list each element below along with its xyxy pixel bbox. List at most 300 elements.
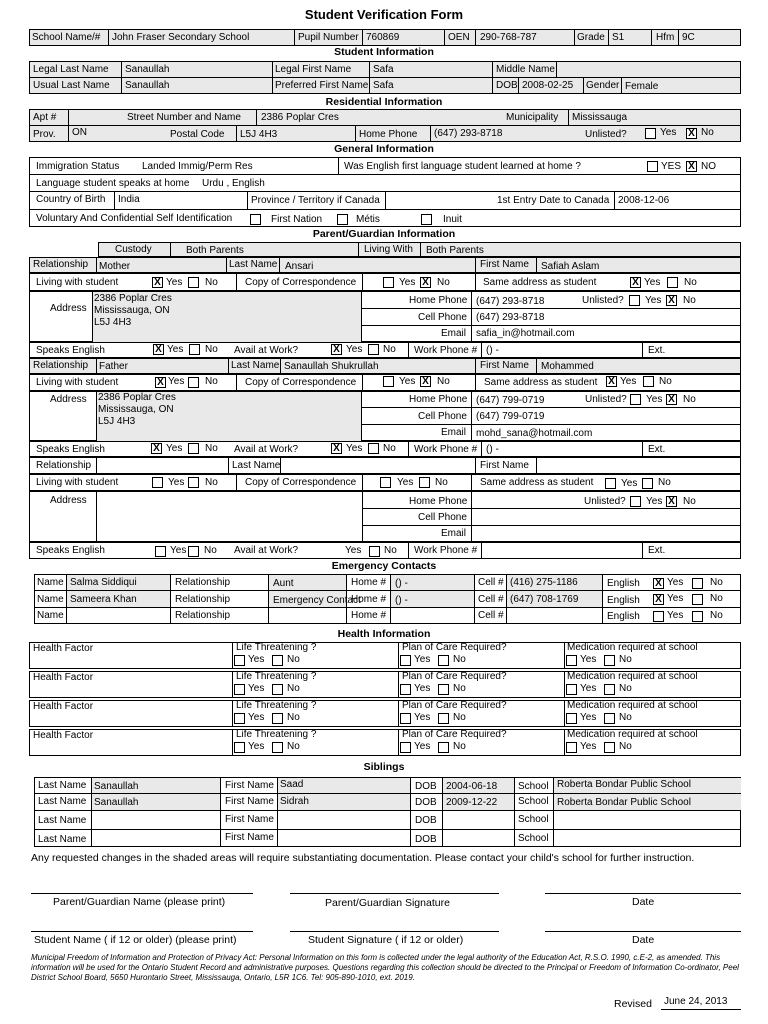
emergency-heading: Emergency Contacts — [331, 560, 437, 572]
apt-label: Apt # — [33, 112, 57, 123]
p2-living-yes-checkbox[interactable]: X — [155, 377, 166, 388]
p2-first-value: Mohammed — [541, 361, 594, 372]
p1-unlisted-yes-checkbox[interactable] — [629, 295, 640, 306]
p1-addr3: L5J 4H3 — [94, 317, 132, 328]
street-label: Street Number and Name — [127, 112, 241, 123]
c2-name-value: Sameera Khan — [70, 594, 137, 605]
health-factor-label-2: Health Factor — [33, 672, 94, 683]
province-label: Province / Territory if Canada — [251, 195, 380, 206]
parent-date-label: Date — [632, 896, 655, 908]
first-nation-checkbox[interactable] — [250, 214, 261, 225]
medication-label-1: Medication required at school — [567, 642, 698, 653]
p2-same-no-label: No — [659, 376, 672, 387]
parent-heading: Parent/Guardian Information — [312, 228, 456, 240]
p1-avail-yes-label: Yes — [346, 344, 363, 355]
p2-unlisted-yes-checkbox[interactable] — [630, 394, 641, 405]
parent-name-line-label: Parent/Guardian Name (please print) — [53, 896, 226, 908]
plan-no-checkbox-2[interactable] — [438, 684, 449, 695]
street-value: 2386 Poplar Cres — [261, 112, 339, 123]
plan-no-label-4: No — [453, 741, 466, 752]
med-yes-checkbox-1[interactable] — [566, 655, 577, 666]
living-with-label: Living With — [364, 244, 413, 255]
p1-addr2: Mississauga, ON — [94, 305, 170, 316]
c3-english-no-checkbox[interactable] — [692, 611, 703, 622]
p1-copy-yes-checkbox[interactable] — [383, 277, 394, 288]
p1-speaks-no-label: No — [205, 344, 218, 355]
p2-living-no-checkbox[interactable] — [188, 377, 199, 388]
med-no-checkbox-2[interactable] — [604, 684, 615, 695]
plan-no-checkbox-3[interactable] — [438, 713, 449, 724]
p2-email-value: mohd_sana@hotmail.com — [476, 428, 593, 439]
p1-home-value: (647) 293-8718 — [476, 296, 545, 307]
p2-ext-label: Ext. — [648, 444, 666, 455]
p2-copy-label: Copy of Correspondence — [245, 377, 357, 388]
p3-unlisted-yes-checkbox[interactable] — [630, 496, 641, 507]
p2-living-yes-label: Yes — [168, 376, 185, 387]
p3-avail-yes-label: Yes — [345, 545, 362, 556]
gender-label: Gender — [586, 80, 620, 91]
health-factor-label-3: Health Factor — [33, 701, 94, 712]
c1-english-yes-label: Yes — [667, 577, 684, 588]
c3-rel-label: Relationship — [175, 610, 231, 621]
p3-unlisted-no-checkbox[interactable]: X — [666, 496, 677, 507]
p1-copy-yes-label: Yes — [399, 277, 416, 288]
p3-address-label: Address — [50, 495, 87, 506]
p3-unlisted-yes-label: Yes — [646, 496, 663, 507]
voluntary-label: Voluntary And Confidential Self Identification — [36, 213, 233, 224]
s3-last-label: Last Name — [38, 815, 87, 826]
prov-value: ON — [72, 127, 87, 138]
unlisted-yes-label: Yes — [660, 127, 677, 138]
unlisted-no-checkbox[interactable]: X — [686, 128, 697, 139]
medication-label-4: Medication required at school — [567, 729, 698, 740]
s2-school-label: School — [518, 796, 549, 807]
s1-first-label: First Name — [225, 780, 274, 791]
p2-relationship-value: Father — [99, 361, 128, 372]
p3-last-label: Last Name — [232, 460, 281, 471]
plan-yes-checkbox-2[interactable] — [400, 684, 411, 695]
p3-avail-no-checkbox[interactable] — [369, 546, 380, 557]
residential-heading: Residential Information — [325, 96, 443, 108]
c1-name-label: Name — [37, 577, 64, 588]
life-no-checkbox-4[interactable] — [272, 742, 283, 753]
med-yes-label-2: Yes — [580, 683, 597, 694]
life-yes-checkbox-1[interactable] — [234, 655, 245, 666]
c2-english-no-label: No — [710, 593, 723, 604]
legal-first-label: Legal First Name — [275, 64, 352, 75]
immigration-value: Landed Immig/Perm Res — [142, 161, 253, 172]
c3-english-label: English — [607, 611, 640, 622]
s1-last-label: Last Name — [38, 780, 87, 791]
s4-dob-label: DOB — [415, 834, 437, 845]
p3-ext-label: Ext. — [648, 545, 666, 556]
plan-no-label-1: No — [453, 654, 466, 665]
p1-address-label: Address — [50, 303, 87, 314]
med-no-checkbox-4[interactable] — [604, 742, 615, 753]
language-value: Urdu , English — [202, 178, 265, 189]
med-yes-checkbox-4[interactable] — [566, 742, 577, 753]
preferred-first-value: Safa — [373, 80, 394, 91]
student-date-label: Date — [632, 934, 655, 946]
med-yes-checkbox-3[interactable] — [566, 713, 577, 724]
s1-school-label: School — [518, 781, 549, 792]
p3-unlisted-label: Unlisted? — [584, 496, 626, 507]
c1-home-label: Home # — [351, 577, 387, 588]
legal-first-value: Safa — [373, 64, 394, 75]
p3-work-label: Work Phone # — [414, 545, 478, 556]
life-threatening-label-4: Life Threatening ? — [236, 729, 317, 740]
p2-email-label: Email — [441, 427, 467, 438]
p3-living-label: Living with student — [36, 477, 119, 488]
unlisted-yes-checkbox[interactable] — [645, 128, 656, 139]
home-phone-label: Home Phone — [359, 129, 418, 140]
health-heading: Health Information — [337, 628, 431, 640]
med-no-label-1: No — [619, 654, 632, 665]
p1-speaks-label: Speaks English — [36, 345, 105, 356]
c1-cell-value: (416) 275-1186 — [510, 577, 578, 588]
p3-relationship-label: Relationship — [36, 460, 92, 471]
c3-english-yes-checkbox[interactable] — [653, 611, 664, 622]
p1-addr1: 2386 Poplar Cres — [94, 293, 172, 304]
revised-date: June 24, 2013 — [664, 996, 728, 1007]
p2-unlisted-no-label: No — [683, 394, 696, 405]
c2-english-no-checkbox[interactable] — [692, 594, 703, 605]
postal-label: Postal Code — [170, 129, 225, 140]
school-value: John Fraser Secondary School — [112, 32, 250, 43]
life-no-label-4: No — [287, 741, 300, 752]
p3-living-no-label: No — [205, 477, 218, 488]
plan-of-care-label-1: Plan of Care Required? — [402, 642, 507, 653]
form-title: Student Verification Form — [304, 7, 464, 22]
inuit-checkbox[interactable] — [421, 214, 432, 225]
p2-living-label: Living with student — [36, 377, 119, 388]
p1-same-yes-label: Yes — [644, 277, 661, 288]
p2-copy-yes-checkbox[interactable] — [383, 376, 394, 387]
p3-speaks-yes-label: Yes — [170, 545, 187, 556]
p2-address-label: Address — [50, 394, 87, 405]
life-yes-label-4: Yes — [248, 741, 265, 752]
s1-dob-label: DOB — [415, 781, 437, 792]
p3-living-no-checkbox[interactable] — [188, 477, 199, 488]
parent-signature-label: Parent/Guardian Signature — [325, 897, 450, 909]
s1-first-value: Saad — [280, 779, 304, 790]
p3-speaks-no-checkbox[interactable] — [188, 546, 199, 557]
c1-rel-label: Relationship — [175, 577, 231, 588]
p2-home-value: (647) 799-0719 — [476, 395, 545, 406]
p3-living-yes-label: Yes — [168, 477, 185, 488]
english-first-yes-label: YES — [661, 161, 682, 172]
plan-no-checkbox-4[interactable] — [438, 742, 449, 753]
c2-rel-label: Relationship — [175, 594, 231, 605]
p2-last-label: Last Name — [231, 360, 280, 371]
p2-addr3: L5J 4H3 — [98, 416, 136, 427]
plan-yes-checkbox-1[interactable] — [400, 655, 411, 666]
life-yes-checkbox-4[interactable] — [234, 742, 245, 753]
p3-copy-no-label: No — [435, 477, 448, 488]
c2-home-label: Home # — [351, 594, 387, 605]
legal-last-value: Sanaullah — [125, 64, 170, 75]
s2-last-value: Sanaullah — [94, 797, 139, 808]
middle-name-label: Middle Name — [496, 64, 555, 75]
c3-name-label: Name — [37, 610, 64, 621]
p3-speaks-label: Speaks English — [36, 545, 105, 556]
plan-no-label-3: No — [453, 712, 466, 723]
c3-home-label: Home # — [351, 610, 387, 621]
p3-same-no-checkbox[interactable] — [642, 478, 653, 489]
life-yes-label-1: Yes — [248, 654, 265, 665]
p2-cell-value: (647) 799-0719 — [476, 411, 545, 422]
life-no-checkbox-1[interactable] — [272, 655, 283, 666]
life-yes-checkbox-2[interactable] — [234, 684, 245, 695]
p2-speaks-label: Speaks English — [36, 444, 105, 455]
pupil-value: 760869 — [366, 32, 400, 43]
p3-cell-label: Cell Phone — [418, 512, 467, 523]
entry-label: 1st Entry Date to Canada — [497, 195, 610, 206]
first-nation-label: First Nation — [271, 214, 323, 225]
inuit-label: Inuit — [443, 214, 462, 225]
med-yes-label-3: Yes — [580, 712, 597, 723]
plan-of-care-label-3: Plan of Care Required? — [402, 700, 507, 711]
metis-checkbox[interactable] — [337, 214, 348, 225]
p3-home-label: Home Phone — [409, 496, 468, 507]
p1-unlisted-no-label: No — [683, 295, 696, 306]
c3-english-no-label: No — [710, 610, 723, 621]
p2-same-yes-label: Yes — [620, 376, 637, 387]
dob-label: DOB — [496, 80, 518, 91]
p2-home-label: Home Phone — [409, 394, 468, 405]
s2-dob-value: 2009-12-22 — [446, 797, 498, 808]
p1-avail-yes-checkbox[interactable]: X — [331, 344, 342, 355]
med-yes-label-4: Yes — [580, 741, 597, 752]
school-label: School Name/# — [32, 32, 101, 43]
p2-relationship-label: Relationship — [33, 360, 89, 371]
medication-label-2: Medication required at school — [567, 671, 698, 682]
p2-same-yes-checkbox[interactable]: X — [606, 376, 617, 387]
p1-speaks-no-checkbox[interactable] — [189, 344, 200, 355]
language-label: Language student speaks at home — [36, 178, 190, 189]
entry-value: 2008-12-06 — [618, 195, 670, 206]
postal-value: L5J 4H3 — [240, 129, 278, 140]
custody-label: Custody — [115, 244, 152, 255]
life-no-label-3: No — [287, 712, 300, 723]
student-name-line-label: Student Name ( if 12 or older) (please print) — [34, 934, 237, 946]
p3-speaks-no-label: No — [204, 545, 217, 556]
english-first-no-label: NO — [701, 161, 716, 172]
life-no-checkbox-3[interactable] — [272, 713, 283, 724]
student-signature-label: Student Signature ( if 12 or older) — [308, 934, 464, 946]
english-first-yes-checkbox[interactable] — [647, 161, 658, 172]
municipality-label: Municipality — [506, 112, 559, 123]
life-yes-label-2: Yes — [248, 683, 265, 694]
p2-last-value: Sanaullah Shukrullah — [284, 361, 379, 372]
pupil-label: Pupil Number — [298, 32, 359, 43]
s2-last-label: Last Name — [38, 796, 87, 807]
home-phone-value: (647) 293-8718 — [434, 128, 503, 139]
p3-first-label: First Name — [480, 460, 529, 471]
oen-value: 290-768-787 — [480, 32, 537, 43]
p1-living-yes-checkbox[interactable]: X — [152, 277, 163, 288]
p1-avail-no-label: No — [383, 344, 396, 355]
med-no-label-3: No — [619, 712, 632, 723]
s3-school-label: School — [518, 814, 549, 825]
p2-first-label: First Name — [480, 360, 529, 371]
legal-last-label: Legal Last Name — [33, 64, 109, 75]
p1-ext-label: Ext. — [648, 345, 666, 356]
living-with-value: Both Parents — [426, 245, 484, 256]
p2-copy-no-checkbox[interactable]: X — [420, 376, 431, 387]
p1-avail-label: Avail at Work? — [234, 345, 299, 356]
p2-addr1: 2386 Poplar Cres — [98, 392, 176, 403]
unlisted-no-label: No — [701, 127, 714, 138]
p2-speaks-yes-label: Yes — [166, 443, 183, 454]
life-threatening-label-3: Life Threatening ? — [236, 700, 317, 711]
plan-yes-checkbox-4[interactable] — [400, 742, 411, 753]
custody-value: Both Parents — [186, 245, 244, 256]
privacy-notice: Municipal Freedom of Information and Protection of Privacy Act: Personal Information on this form is collected under the legal authority of the Education Act, R.S.O. 1990, c.E-2, as amended. This information will be used for the Ontario Student Record and administrative purposes. Questions regarding this collection should be directed to the Principal or Freedom of Information Co-ordinator, Peel District School Board, 5650 Hurontario Street, Mississauga, Ontario, L5R 1C6. Tel: 905-890-1010, ext. 2019. — [31, 953, 739, 982]
plan-yes-label-4: Yes — [414, 741, 431, 752]
s2-dob-label: DOB — [415, 797, 437, 808]
c2-cell-label: Cell # — [478, 594, 504, 605]
p1-living-no-checkbox[interactable] — [188, 277, 199, 288]
c2-english-yes-checkbox[interactable]: X — [653, 594, 664, 605]
p3-same-yes-label: Yes — [621, 478, 638, 489]
p2-living-no-label: No — [205, 376, 218, 387]
p1-speaks-yes-label: Yes — [167, 344, 184, 355]
med-no-checkbox-3[interactable] — [604, 713, 615, 724]
p1-first-label: First Name — [480, 259, 529, 270]
p2-same-no-checkbox[interactable] — [643, 376, 654, 387]
p3-same-label: Same address as student — [480, 477, 594, 488]
p3-copy-no-checkbox[interactable] — [419, 477, 430, 488]
med-yes-label-1: Yes — [580, 654, 597, 665]
p2-addr2: Mississauga, ON — [98, 404, 174, 415]
p3-copy-yes-checkbox[interactable] — [380, 477, 391, 488]
p3-same-yes-checkbox[interactable] — [605, 478, 616, 489]
c1-cell-label: Cell # — [478, 577, 504, 588]
p3-living-yes-checkbox[interactable] — [152, 477, 163, 488]
english-first-no-checkbox[interactable]: X — [686, 161, 697, 172]
plan-yes-label-1: Yes — [414, 654, 431, 665]
plan-yes-checkbox-3[interactable] — [400, 713, 411, 724]
siblings-heading: Siblings — [363, 761, 405, 773]
c1-english-yes-checkbox[interactable]: X — [653, 578, 664, 589]
p2-avail-no-checkbox[interactable] — [368, 443, 379, 454]
p1-living-no-label: No — [205, 277, 218, 288]
preferred-first-label: Preferred First Name — [275, 80, 369, 91]
p1-same-yes-checkbox[interactable]: X — [630, 277, 641, 288]
s2-school-value: Roberta Bondar Public School — [557, 797, 691, 808]
c1-english-no-checkbox[interactable] — [692, 578, 703, 589]
p1-same-no-checkbox[interactable] — [667, 277, 678, 288]
c1-english-no-label: No — [710, 577, 723, 588]
life-threatening-label-2: Life Threatening ? — [236, 671, 317, 682]
municipality-value: Mississauga — [572, 112, 628, 123]
notice-text: Any requested changes in the shaded areas will require substantiating documentation. Please contact your child's school for further instruction. — [31, 852, 695, 864]
plan-yes-label-3: Yes — [414, 712, 431, 723]
general-heading: General Information — [334, 143, 434, 155]
p1-copy-label: Copy of Correspondence — [245, 277, 357, 288]
p1-unlisted-no-checkbox[interactable]: X — [666, 295, 677, 306]
p2-unlisted-yes-label: Yes — [646, 394, 663, 405]
c3-english-yes-label: Yes — [667, 610, 684, 621]
country-value: India — [118, 194, 140, 205]
p1-living-label: Living with student — [36, 277, 119, 288]
life-no-label-2: No — [287, 683, 300, 694]
p1-last-value: Ansari — [285, 261, 314, 272]
p2-same-label: Same address as student — [484, 377, 598, 388]
gender-value: Female — [625, 81, 659, 92]
p1-relationship-label: Relationship — [33, 259, 89, 270]
med-yes-checkbox-2[interactable] — [566, 684, 577, 695]
prov-label: Prov. — [33, 129, 56, 140]
s4-school-label: School — [518, 833, 549, 844]
p2-work-value: () - — [486, 444, 499, 455]
plan-of-care-label-4: Plan of Care Required? — [402, 729, 507, 740]
med-no-checkbox-1[interactable] — [604, 655, 615, 666]
oen-label: OEN — [448, 32, 470, 43]
p3-avail-label: Avail at Work? — [234, 545, 299, 556]
c3-cell-label: Cell # — [478, 610, 504, 621]
p2-copy-yes-label: Yes — [399, 376, 416, 387]
dob-value: 2008-02-25 — [522, 80, 574, 91]
metis-label: Métis — [356, 214, 380, 225]
c1-english-label: English — [607, 578, 640, 589]
life-no-label-1: No — [287, 654, 300, 665]
p2-speaks-no-checkbox[interactable] — [188, 443, 199, 454]
grade-label: Grade — [577, 32, 605, 43]
p2-unlisted-no-checkbox[interactable]: X — [666, 394, 677, 405]
hfm-value: 9C — [682, 32, 695, 43]
medication-label-3: Medication required at school — [567, 700, 698, 711]
health-factor-label-4: Health Factor — [33, 730, 94, 741]
c2-home-value: () - — [395, 595, 408, 606]
c1-home-value: () - — [395, 578, 408, 589]
med-no-label-2: No — [619, 683, 632, 694]
s2-first-label: First Name — [225, 796, 274, 807]
country-label: Country of Birth — [36, 194, 106, 205]
plan-of-care-label-2: Plan of Care Required? — [402, 671, 507, 682]
s3-dob-label: DOB — [415, 815, 437, 826]
p3-speaks-yes-checkbox[interactable] — [155, 546, 166, 557]
life-yes-checkbox-3[interactable] — [234, 713, 245, 724]
c2-rel-value: Emergency Contact — [273, 595, 361, 606]
unlisted-label: Unlisted? — [585, 129, 627, 140]
p1-copy-no-checkbox[interactable]: X — [420, 277, 431, 288]
p1-work-label: Work Phone # — [414, 345, 478, 356]
p1-copy-no-label: No — [437, 277, 450, 288]
plan-no-checkbox-1[interactable] — [438, 655, 449, 666]
s4-first-label: First Name — [225, 832, 274, 843]
p1-avail-no-checkbox[interactable] — [368, 344, 379, 355]
p1-living-yes-label: Yes — [166, 277, 183, 288]
p1-work-value: () - — [486, 345, 499, 356]
p2-avail-yes-checkbox[interactable]: X — [331, 443, 342, 454]
s1-school-value: Roberta Bondar Public School — [557, 779, 691, 790]
s3-first-label: First Name — [225, 814, 274, 825]
revised-label: Revised — [614, 998, 652, 1010]
p2-cell-label: Cell Phone — [418, 411, 467, 422]
life-no-checkbox-2[interactable] — [272, 684, 283, 695]
s1-dob-value: 2004-06-18 — [446, 781, 498, 792]
p2-copy-no-label: No — [437, 376, 450, 387]
p1-same-label: Same address as student — [483, 277, 597, 288]
p1-speaks-yes-checkbox[interactable]: X — [153, 344, 164, 355]
p1-cell-label: Cell Phone — [418, 312, 467, 323]
p2-speaks-yes-checkbox[interactable]: X — [151, 443, 162, 454]
p3-copy-label: Copy of Correspondence — [245, 477, 357, 488]
p3-copy-yes-label: Yes — [397, 477, 414, 488]
plan-yes-label-2: Yes — [414, 683, 431, 694]
